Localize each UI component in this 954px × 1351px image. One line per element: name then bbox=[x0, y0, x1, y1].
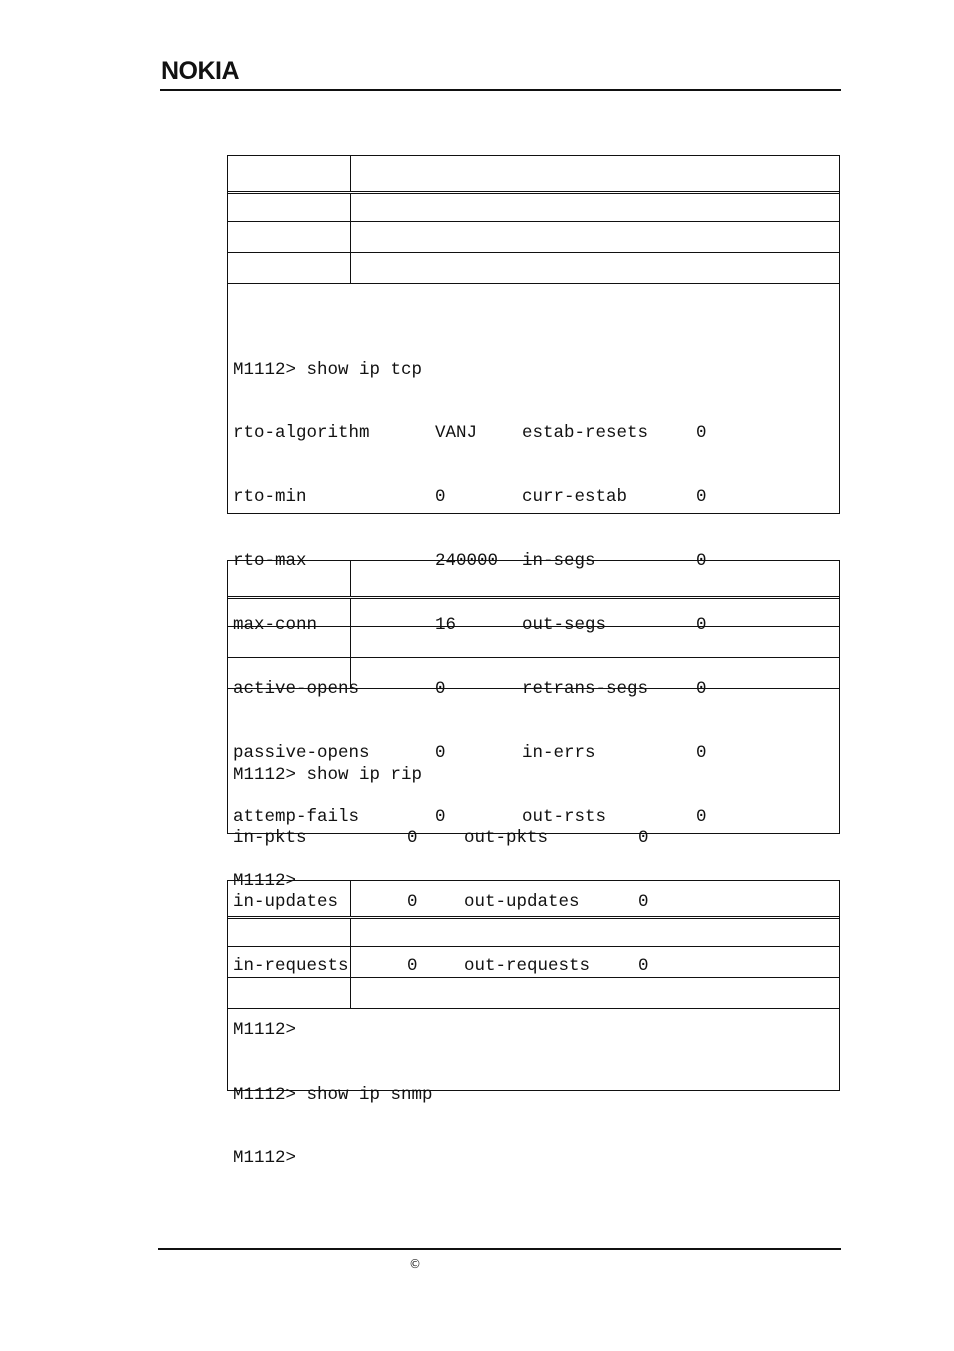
output-line: in-pkts 0 out-pkts 0 bbox=[233, 828, 649, 849]
footer-rule bbox=[158, 1248, 841, 1250]
table-row bbox=[228, 627, 839, 658]
output-line: rto-min 0 curr-estab 0 bbox=[233, 487, 707, 508]
prompt-line: M1112> bbox=[233, 1020, 297, 1041]
svg-text:NOKIA: NOKIA bbox=[161, 58, 240, 82]
command-line: M1112> show ip tcp bbox=[233, 359, 423, 380]
command-line: M1112> show ip rip bbox=[233, 764, 423, 785]
table-row bbox=[228, 978, 839, 1009]
table-row bbox=[228, 599, 839, 627]
output-line: rto-algorithm VANJ estab-resets 0 bbox=[233, 423, 707, 444]
table-header-row bbox=[228, 561, 839, 599]
prompt-line: M1112> bbox=[233, 870, 297, 891]
command-table-rip bbox=[227, 560, 840, 1041]
output-line: rto-max 240000 in-segs 0 bbox=[233, 551, 707, 572]
table-row bbox=[228, 919, 839, 947]
table-row bbox=[228, 658, 839, 689]
copyright-symbol: © bbox=[409, 1257, 421, 1271]
nokia-logo bbox=[161, 58, 273, 82]
table-header-row bbox=[228, 156, 839, 194]
command-line: M1112> show ip snmp bbox=[233, 1084, 433, 1105]
output-line: active-opens 0 retrans-segs 0 bbox=[233, 679, 707, 700]
output-line: in-requests 0 out-requests 0 bbox=[233, 956, 649, 977]
command-table-snmp bbox=[227, 880, 840, 1169]
table-row bbox=[228, 253, 839, 284]
terminal-example bbox=[228, 1009, 839, 1212]
table-row bbox=[228, 194, 839, 222]
table-row bbox=[228, 947, 839, 978]
header-rule bbox=[160, 89, 841, 91]
output-line: in-updates 0 out-updates 0 bbox=[233, 892, 649, 913]
table-row bbox=[228, 222, 839, 253]
output-line: attemp-fails 0 out-rsts 0 bbox=[233, 806, 707, 827]
table-header-row bbox=[228, 881, 839, 919]
output-line: max-conn 16 out-segs 0 bbox=[233, 615, 707, 636]
output-line: passive-opens 0 in-errs 0 bbox=[233, 742, 707, 763]
prompt-line: M1112> bbox=[233, 1148, 297, 1169]
